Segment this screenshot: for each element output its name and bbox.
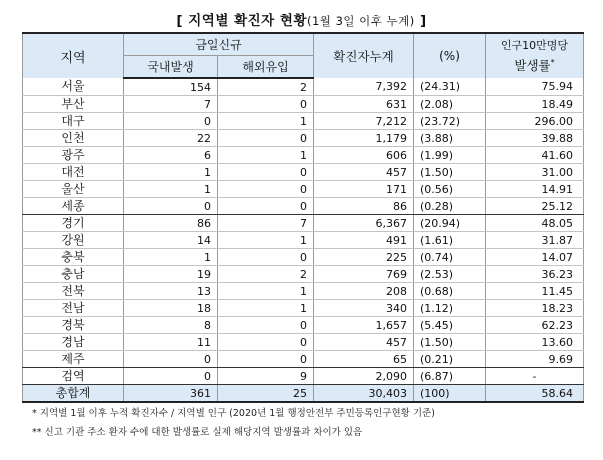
cell-percent: (1.99) — [414, 147, 486, 164]
header-incidence-rate — [486, 33, 584, 78]
title-bracket-open: [ — [176, 13, 184, 29]
header-total-cases: 확진자누계 — [314, 33, 414, 78]
cell-total: 769 — [314, 266, 414, 283]
cell-rate: 31.00 — [486, 164, 584, 181]
cell-domestic: 18 — [124, 300, 218, 317]
header-domestic: 국내발생 — [124, 56, 218, 79]
table-row — [23, 334, 584, 351]
region-name: 경기 — [23, 215, 124, 232]
cell-percent: (100) — [414, 385, 486, 403]
table-row — [23, 215, 584, 232]
cell-percent: (0.21) — [414, 351, 486, 368]
cell-rate: 11.45 — [486, 283, 584, 300]
cell-overseas: 1 — [218, 147, 314, 164]
cell-percent: (6.87) — [414, 368, 486, 385]
region-name: 광주 — [23, 147, 124, 164]
cell-rate: 18.49 — [486, 96, 584, 113]
cell-total: 7,392 — [314, 78, 414, 96]
cell-overseas: 0 — [218, 181, 314, 198]
table-row — [23, 96, 584, 113]
region-name: 울산 — [23, 181, 124, 198]
cell-overseas: 9 — [218, 368, 314, 385]
cell-domestic: 361 — [124, 385, 218, 403]
cell-rate: 75.94 — [486, 78, 584, 96]
region-name: 대전 — [23, 164, 124, 181]
cell-total: 457 — [314, 334, 414, 351]
cell-rate: 48.05 — [486, 215, 584, 232]
cell-total: 631 — [314, 96, 414, 113]
cell-percent: (20.94) — [414, 215, 486, 232]
cell-domestic: 1 — [124, 249, 218, 266]
cell-domestic: 14 — [124, 232, 218, 249]
cell-overseas: 0 — [218, 334, 314, 351]
region-name: 서울 — [23, 78, 124, 96]
cell-total: 1,657 — [314, 317, 414, 334]
region-name: 부산 — [23, 96, 124, 113]
region-name: 인천 — [23, 130, 124, 147]
cell-overseas: 2 — [218, 78, 314, 96]
cell-domestic: 0 — [124, 198, 218, 215]
cell-total: 457 — [314, 164, 414, 181]
cell-total: 2,090 — [314, 368, 414, 385]
cell-overseas: 0 — [218, 249, 314, 266]
cell-rate: 18.23 — [486, 300, 584, 317]
header-new-cases: 금일신규 — [124, 33, 314, 56]
footnote-1: * 지역별 1월 이후 누적 확진자수 / 지역별 인구 (2020년 1월 행정안전부 주민등록인구현황 기준) — [32, 408, 435, 419]
cell-domestic: 1 — [124, 181, 218, 198]
cell-percent: (1.50) — [414, 334, 486, 351]
cell-rate: 296.00 — [486, 113, 584, 130]
cell-domestic: 0 — [124, 351, 218, 368]
table-row — [23, 351, 584, 368]
cell-domestic: 22 — [124, 130, 218, 147]
header-overseas: 해외유입 — [218, 56, 314, 79]
cell-percent: (3.88) — [414, 130, 486, 147]
cell-rate: 14.91 — [486, 181, 584, 198]
table-header — [23, 33, 584, 78]
region-name: 경남 — [23, 334, 124, 351]
title-bracket-close: ] — [419, 13, 427, 29]
cell-total: 65 — [314, 351, 414, 368]
cell-rate: 31.87 — [486, 232, 584, 249]
cell-domestic: 154 — [124, 78, 218, 96]
title-subtitle: (1월 3일 이후 누계) — [307, 14, 415, 28]
cell-percent: (23.72) — [414, 113, 486, 130]
cell-total: 1,179 — [314, 130, 414, 147]
region-name: 총합계 — [23, 385, 124, 403]
cell-domestic: 0 — [124, 368, 218, 385]
cell-total: 208 — [314, 283, 414, 300]
table-row — [23, 283, 584, 300]
cell-percent: (1.61) — [414, 232, 486, 249]
cell-rate: 58.64 — [486, 385, 584, 403]
header-rate-line2-wrap — [486, 56, 583, 73]
table-row — [23, 198, 584, 215]
cell-total: 6,367 — [314, 215, 414, 232]
table-row — [23, 78, 584, 96]
region-name: 충북 — [23, 249, 124, 266]
cell-overseas: 0 — [218, 198, 314, 215]
table-row — [23, 130, 584, 147]
cell-total: 606 — [314, 147, 414, 164]
cell-domestic: 1 — [124, 164, 218, 181]
region-name: 세종 — [23, 198, 124, 215]
cell-domestic: 86 — [124, 215, 218, 232]
header-rate-footnote-mark: * — [550, 57, 555, 67]
region-name: 대구 — [23, 113, 124, 130]
title-main: 지역별 확진자 현황 — [188, 13, 307, 29]
cell-rate: 13.60 — [486, 334, 584, 351]
cell-rate: 41.60 — [486, 147, 584, 164]
cell-percent: (0.56) — [414, 181, 486, 198]
cell-total: 30,403 — [314, 385, 414, 403]
cell-rate: 9.69 — [486, 351, 584, 368]
cell-overseas: 0 — [218, 164, 314, 181]
cell-overseas: 1 — [218, 113, 314, 130]
table-body — [23, 78, 584, 402]
cell-overseas: 0 — [218, 351, 314, 368]
cell-total: 225 — [314, 249, 414, 266]
header-rate-line2: 발생률 — [514, 58, 551, 74]
table-row — [23, 181, 584, 198]
cell-rate: - — [486, 368, 584, 385]
table-row — [23, 113, 584, 130]
region-name: 경북 — [23, 317, 124, 334]
cell-overseas: 25 — [218, 385, 314, 403]
cell-total: 340 — [314, 300, 414, 317]
region-name: 충남 — [23, 266, 124, 283]
cell-overseas: 0 — [218, 96, 314, 113]
cell-rate: 25.12 — [486, 198, 584, 215]
cell-overseas: 0 — [218, 317, 314, 334]
cell-total: 491 — [314, 232, 414, 249]
cell-domestic: 6 — [124, 147, 218, 164]
table-row — [23, 164, 584, 181]
table-row — [23, 266, 584, 283]
cell-domestic: 13 — [124, 283, 218, 300]
cell-overseas: 1 — [218, 300, 314, 317]
table-row — [23, 300, 584, 317]
table-row — [23, 147, 584, 164]
header-rate-line1: 인구10만명당 — [500, 38, 569, 52]
region-name: 검역 — [23, 368, 124, 385]
table-title — [0, 9, 603, 29]
cell-overseas: 2 — [218, 266, 314, 283]
cell-rate: 39.88 — [486, 130, 584, 147]
cell-domestic: 11 — [124, 334, 218, 351]
cell-rate: 36.23 — [486, 266, 584, 283]
cell-percent: (24.31) — [414, 78, 486, 96]
cell-percent: (2.53) — [414, 266, 486, 283]
cell-domestic: 8 — [124, 317, 218, 334]
cell-domestic: 19 — [124, 266, 218, 283]
region-name: 제주 — [23, 351, 124, 368]
region-name: 전북 — [23, 283, 124, 300]
cell-overseas: 0 — [218, 130, 314, 147]
header-region: 지역 — [23, 33, 124, 78]
region-name: 전남 — [23, 300, 124, 317]
cell-overseas: 1 — [218, 283, 314, 300]
cell-percent: (0.74) — [414, 249, 486, 266]
cell-total: 86 — [314, 198, 414, 215]
cell-overseas: 7 — [218, 215, 314, 232]
cell-percent: (2.08) — [414, 96, 486, 113]
cell-overseas: 1 — [218, 232, 314, 249]
cell-total: 7,212 — [314, 113, 414, 130]
cell-percent: (0.68) — [414, 283, 486, 300]
cell-rate: 14.07 — [486, 249, 584, 266]
footnote-2: ** 신고 기관 주소 환자 수에 대한 발생률로 실제 해당지역 발생률과 차이가 있음 — [32, 427, 363, 438]
region-name: 강원 — [23, 232, 124, 249]
cell-domestic: 0 — [124, 113, 218, 130]
cell-percent: (1.12) — [414, 300, 486, 317]
footnotes — [32, 404, 592, 442]
header-percent: (%) — [414, 33, 486, 78]
table-row — [23, 368, 584, 385]
table-row-total — [23, 385, 584, 403]
table-row — [23, 317, 584, 334]
cell-percent: (1.50) — [414, 164, 486, 181]
table-row — [23, 249, 584, 266]
cell-rate: 62.23 — [486, 317, 584, 334]
regional-cases-table — [22, 32, 584, 403]
cell-total: 171 — [314, 181, 414, 198]
cell-domestic: 7 — [124, 96, 218, 113]
table-row — [23, 232, 584, 249]
cell-percent: (0.28) — [414, 198, 486, 215]
cell-percent: (5.45) — [414, 317, 486, 334]
